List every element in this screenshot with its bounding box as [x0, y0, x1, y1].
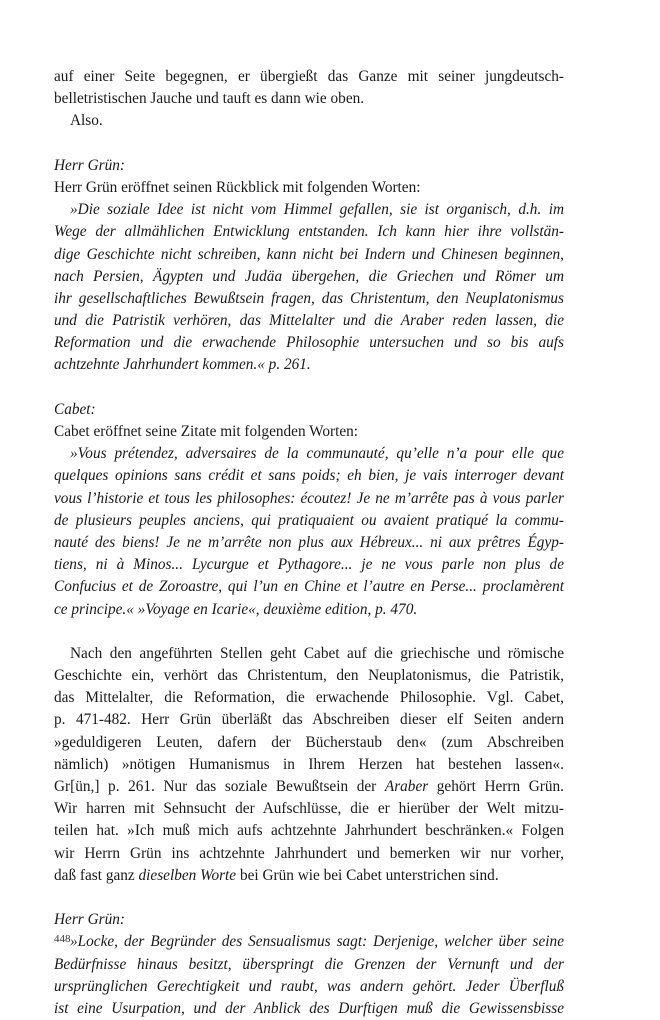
quote-line: dige Geschichte nicht schreiben, kann nicht bei Indern und Chinesen beginnen,	[54, 245, 564, 263]
emphasis-dieselben-worte: dieselben Worte	[138, 866, 237, 884]
quote-line: »Locke, der Begründer des Sensualismus sagt: Derjenige, welcher über seine	[70, 933, 564, 951]
speaker-heading: Herr Grün:	[54, 156, 125, 174]
speaker-heading: Cabet:	[54, 400, 96, 418]
quote-line: ist eine Usurpation, und der Anblick des Durftigen muß die Gewissensbisse	[54, 999, 564, 1017]
quote-line: vous l’historie et tous les philosophes: écoutez! Je ne m’arrête pas à vous parler	[54, 489, 564, 507]
text-line: Cabet eröffnet seine Zitate mit folgenden Worten:	[54, 423, 359, 440]
quote-line: nach Persien, Ägypten und Judäa übergehen, die Griechen und Römer um	[54, 267, 564, 285]
section-herr-gruen-1	[54, 155, 564, 377]
text-line: wir Herrn Grün ins achtzehnte Jahrhundert und bemerken wir nur vorher,	[54, 844, 564, 862]
speaker-heading: Herr Grün:	[54, 911, 125, 929]
quote-line: Wege der allmählichen Entwicklung entstanden. Ich kann hier ihre vollstän-	[54, 223, 564, 241]
paragraph-gap	[54, 377, 564, 399]
text-segment: daß fast ganz	[54, 866, 135, 884]
text-line: Herr Grün eröffnet seinen Rückblick mit folgenden Worten:	[54, 178, 421, 196]
quote-line: »Die soziale Idee ist nicht vom Himmel gefallen, sie ist organisch, d.h. im	[70, 201, 564, 219]
paragraph-gap	[54, 621, 564, 643]
text-segment: bei Grün wie bei Cabet unterstrichen sind.	[239, 866, 499, 884]
quote-line: nauté des biens! Je ne m’arrête non plus aux Hébreux... ni aux prêtres Égyp-	[54, 533, 564, 551]
text-line	[54, 776, 564, 798]
text-line: teilen hat. »Ich muß mich aufs achtzehnte Jahrhundert beschränken.« Folgen	[54, 822, 564, 840]
paragraph-commentary	[54, 643, 564, 887]
text-line: auf einer Seite begegnen, er übergießt das Ganze mit seiner jungdeutsch-	[54, 68, 564, 85]
text-segment: Gr[ün,] p. 261. Nur das soziale Bewußtsein der	[54, 778, 377, 795]
quote-line: achtzehnte Jahrhundert kommen.« p. 261.	[54, 356, 311, 374]
text-line: Nach den angeführten Stellen geht Cabet auf die griechische und römische	[70, 644, 564, 662]
text-line: nämlich) »nötigen Humanismus in Ihrem Herzen hat bestehen lassen«.	[54, 755, 564, 773]
quote-line: Confucius et de Zoroastre, qui l’un en Chine et l’autre en Perse... proclamèrent	[54, 578, 564, 596]
paragraph-gap	[54, 133, 564, 155]
quote-line: ce principe.« »Voyage en Icarie«, deuxième edition, p. 470.	[54, 600, 418, 618]
text-line: »geduldigeren Leuten, dafern der Bücherstaub den« (zum Abschreiben	[54, 733, 564, 751]
quote-line: tiens, ni à Minos... Lycurgue et Pythagore... je ne vous parle non plus de	[54, 556, 564, 574]
page-number: 448	[54, 933, 71, 945]
text-segment: gehört Herrn Grün.	[436, 778, 564, 795]
text-line: Wir harren mit Sehnsucht der Aufschlüsse, die er hierüber der Welt mitzu-	[54, 800, 564, 818]
quote-line: und die Patristik verhören, das Mittelalter und die Araber reden lassen, die	[54, 312, 564, 330]
quote-line: ursprünglichen Gerechtigkeit und raubt, was andern gehört. Jeder Überfluß	[54, 977, 564, 995]
quote-line: Bedürfnisse hinaus besitzt, überspringt die Grenzen der Vernunft und der	[54, 955, 564, 973]
text-line	[54, 865, 564, 887]
quote-line: de plusieurs peuples anciens, qui pratiquaient ou avaient pratiqué la commu-	[54, 511, 564, 529]
text-line: Geschichte ein, verhört das Christentum, den Neuplatonismus, die Patristik,	[54, 667, 564, 685]
quote-line: Reformation und die erwachende Philosophie untersuchen und so bis aufs	[54, 334, 564, 352]
paragraph-gap	[54, 887, 564, 909]
quote-line: ihr gesellschaftliches Bewußtsein fragen, das Christentum, den Neuplatonismus	[54, 289, 564, 307]
text-line: Also.	[70, 112, 103, 130]
emphasis-araber: Araber	[384, 778, 429, 795]
section-cabet	[54, 399, 564, 621]
text-line: belletristischen Jauche und tauft es dann wie oben.	[54, 90, 365, 108]
text-line: das Mittelalter, die Reformation, die erwachende Philosophie. Vgl. Cabet,	[54, 689, 564, 707]
section-herr-gruen-2	[54, 909, 564, 1020]
quote-line: quelques opinions sans crédit et sans poids; eh bien, je vais interroger devant	[54, 467, 564, 485]
page-body	[54, 66, 564, 1020]
paragraph-continuation	[54, 66, 564, 133]
quote-line: »Vous prétendez, adversaires de la communauté, qu’elle n’a pour elle que	[70, 445, 564, 463]
text-line: p. 471-482. Herr Grün überläßt das Abschreiben dieser elf Seiten andern	[54, 711, 564, 729]
